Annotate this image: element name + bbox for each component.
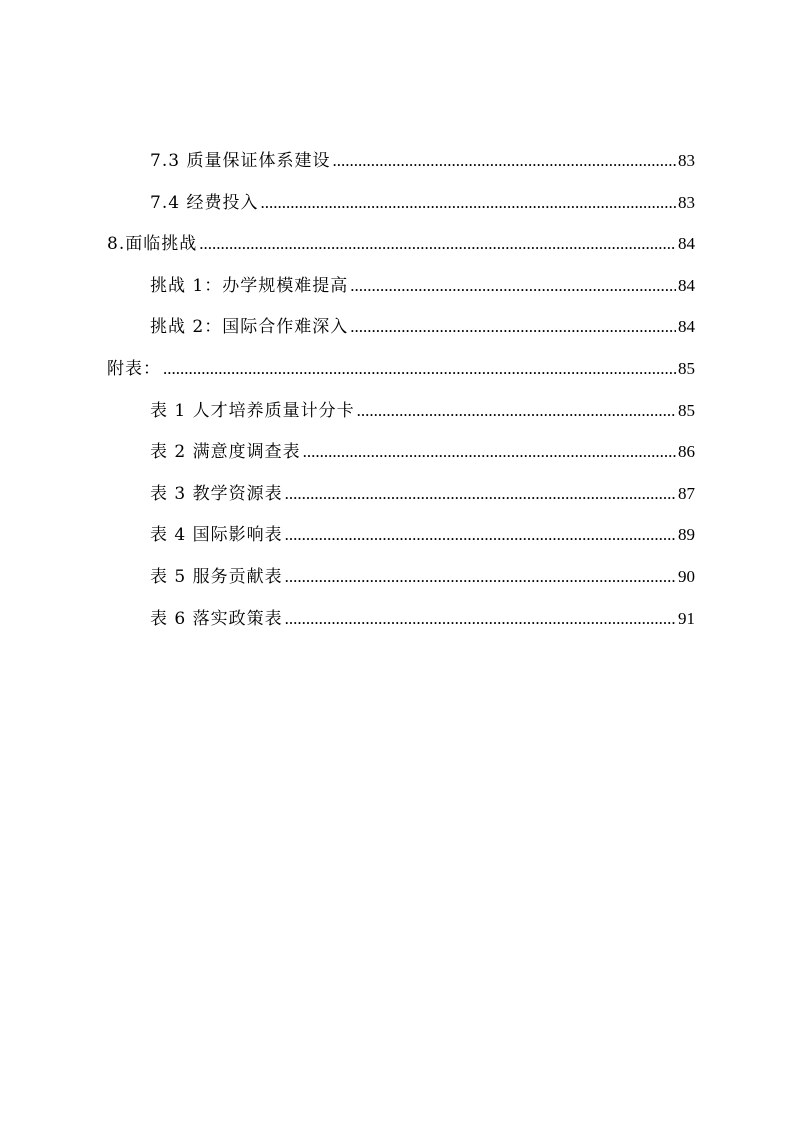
toc-leader-dots [350, 306, 676, 348]
toc-entry-table-6[interactable] [107, 598, 695, 640]
toc-entry-table-4[interactable] [107, 514, 695, 556]
toc-entry-challenge-2[interactable] [107, 306, 695, 348]
toc-entry-label: 表 4 国际影响表 [150, 525, 283, 546]
toc-leader-dots [285, 556, 676, 598]
toc-entry-page: 87 [678, 483, 695, 503]
toc-entry-label: 表 1 人才培养质量计分卡 [150, 400, 355, 421]
toc-leader-dots [350, 265, 676, 307]
toc-entry-page: 84 [678, 234, 695, 254]
toc-leader-dots [285, 598, 676, 640]
toc-entry-7-4[interactable] [107, 182, 695, 224]
toc-entry-page: 84 [678, 317, 695, 337]
toc-entry-page: 83 [678, 192, 695, 212]
toc-entry-label: 附表： [107, 358, 161, 379]
toc-entry-page: 90 [678, 566, 695, 586]
toc-leader-dots [285, 473, 676, 515]
toc-leader-dots [303, 431, 676, 473]
toc-entry-label: 表 3 教学资源表 [150, 483, 283, 504]
toc-entry-7-3[interactable] [107, 140, 695, 182]
toc-entry-page: 83 [678, 151, 695, 170]
toc-entry-page: 89 [678, 525, 695, 545]
toc-leader-dots [332, 140, 676, 182]
toc-entry-label: 挑战 1：办学规模难提高 [150, 275, 349, 296]
toc-entry-label: 挑战 2：国际合作难深入 [150, 317, 349, 338]
toc-leader-dots [357, 390, 676, 432]
toc-entry-label: 8.面临挑战 [107, 234, 198, 255]
toc-leader-dots [163, 348, 676, 390]
toc-leader-dots [260, 182, 676, 224]
toc-entry-table-5[interactable] [107, 556, 695, 598]
toc-entry-table-3[interactable] [107, 473, 695, 515]
toc-entry-table-1[interactable] [107, 390, 695, 432]
toc-entry-table-2[interactable] [107, 431, 695, 473]
toc-entry-label: 7.3 质量保证体系建设 [150, 151, 331, 171]
toc-entry-page: 86 [678, 442, 695, 462]
toc-entry-label: 表 6 落实政策表 [150, 608, 283, 629]
toc-entry-8[interactable] [107, 223, 695, 265]
toc-entry-label: 表 5 服务贡献表 [150, 566, 283, 587]
toc-entry-label: 表 2 满意度调查表 [150, 442, 301, 463]
toc-entry-appendix[interactable] [107, 348, 695, 390]
toc-entry-page: 85 [678, 400, 695, 420]
toc-entry-page: 85 [678, 358, 695, 378]
toc-entry-challenge-1[interactable] [107, 265, 695, 307]
toc-entry-page: 91 [678, 608, 695, 628]
table-of-contents [107, 140, 695, 639]
toc-entry-label: 7.4 经费投入 [150, 192, 259, 213]
toc-leader-dots [199, 223, 676, 265]
toc-leader-dots [285, 514, 676, 556]
toc-entry-page: 84 [678, 275, 695, 295]
